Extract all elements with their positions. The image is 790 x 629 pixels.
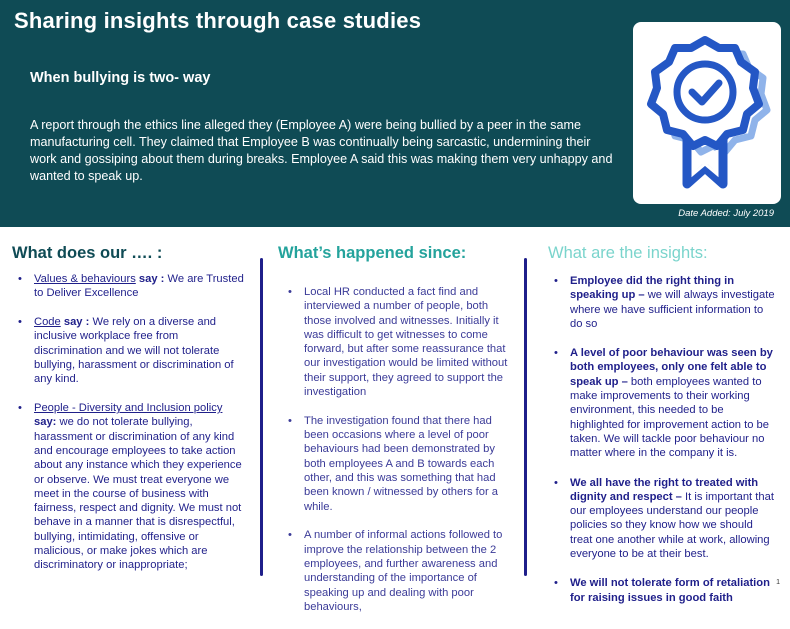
column-divider [260, 258, 263, 576]
list-item: • We all have the right to treated with dignity and respect – It is important that our employees understand our people policies so they know how we should treat one another while at work, allowing everyone to be at their best. [550, 476, 775, 562]
date-added: Date Added: July 2019 [678, 208, 774, 219]
column-heading-insights: What are the insights: [548, 244, 708, 262]
happened-column [284, 285, 512, 629]
list-item: • Code say : We rely on a diverse and inclusive workplace free from discrimination and we will not tolerate bullying, harassment or discrimination of any kind. [14, 315, 246, 386]
column-divider [524, 258, 527, 576]
badge-panel [633, 22, 781, 204]
policies-column [14, 272, 246, 587]
column-heading-policies: What does our …. : [12, 244, 163, 262]
page-title: Sharing insights through case studies [14, 8, 422, 33]
page-number: 1 [776, 579, 780, 586]
column-heading-happened: What’s happened since: [278, 244, 467, 262]
list-item: • People - Diversity and Inclusion policy say: we do not tolerate bullying, harassment or discrimination of any kind and encourage employees to take action about any instance which they experience or observe. We must treat everyone we meet in the course of business with fairness, respect and dignity. We must not behave in a manner that is disrespectful, bullying, intimidating, offensive or malicious, or make jokes which are discriminatory or inappropriate; [14, 401, 246, 573]
case-study-title: When bullying is two- way [30, 70, 211, 86]
diversity-policy-link[interactable]: People - Diversity and Inclusion policy [34, 402, 223, 415]
case-study-description: A report through the ethics line alleged they (Employee A) were being bullied by a peer in the same manufacturing cell. They claimed that Employee B was continually being sarcastic, undermining their work and gossiping about them during breaks. Employee A said this was making them very unhappy and wanted to speak up. [30, 118, 613, 183]
award-ribbon-checkmark-icon [633, 22, 781, 204]
header-banner [0, 0, 790, 227]
list-item: • A level of poor behaviour was seen by both employees, only one felt able to speak up – both employees wanted to make improvements to their working environment, this needed to be highlighted for improvement action to be taken. We will tackle poor behaviour no matter where in the company it is. [550, 346, 775, 460]
code-link[interactable]: Code [34, 316, 61, 329]
values-behaviours-link[interactable]: Values & behaviours [34, 273, 136, 285]
list-item: • Values & behaviours say : We are Trusted to Deliver Excellence [14, 272, 246, 301]
list-item: • Local HR conducted a fact find and interviewed a number of people, both those involved and witnesses. Initially it was difficult to get witnesses to come forward, but after some reassurance that our investigation would be limited without their support, they agreed to support the investigation [284, 285, 512, 399]
list-item: • A number of informal actions followed to improve the relationship between the 2 employees, and further awareness and understanding of the importance of speaking up and dealing with poor behaviours, [284, 528, 512, 614]
list-item: • The investigation found that there had been occasions where a level of poor behaviours had been demonstrated by both employees A and B towards each other, and this was something that had been known / witnessed by others for a while. [284, 414, 512, 514]
list-item: • Employee did the right thing in speaking up – we will always investigate where we have sufficient information to do so [550, 274, 775, 331]
insights-column [550, 274, 775, 620]
list-item: • We will not tolerate form of retaliation for raising issues in good faith [550, 576, 775, 605]
